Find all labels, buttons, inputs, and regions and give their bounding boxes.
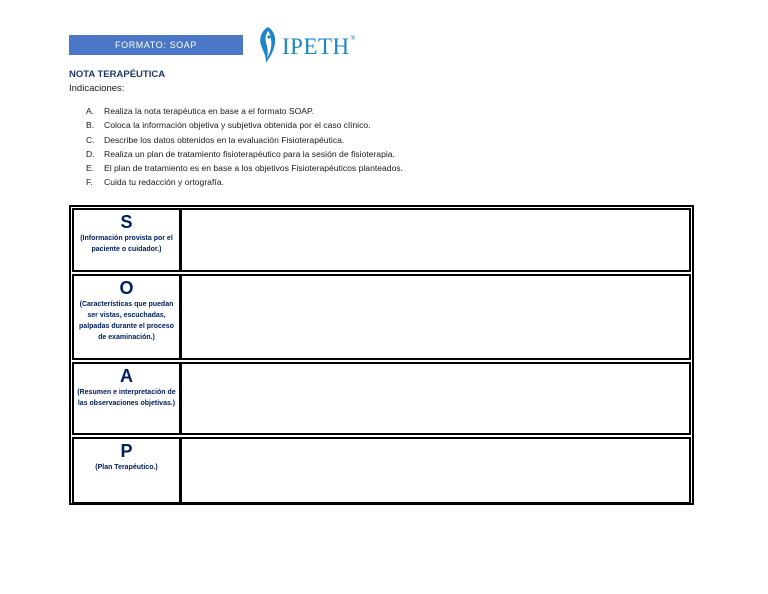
format-banner-text: FORMATO: SOAP <box>115 40 197 50</box>
soap-content-field-subjective[interactable] <box>182 210 689 270</box>
soap-content-field-plan[interactable] <box>182 439 689 502</box>
soap-label-cell <box>74 276 182 358</box>
logo-text: IPETH <box>282 34 350 59</box>
soap-row-subjective <box>72 208 691 272</box>
soap-label-cell <box>74 439 182 502</box>
instruction-item <box>86 118 403 132</box>
soap-row-assessment <box>72 362 691 435</box>
instruction-marker: E. <box>86 163 95 174</box>
instruction-item <box>86 161 403 175</box>
soap-letter: O <box>119 278 134 298</box>
format-banner <box>69 35 243 55</box>
soap-description: (Información provista por el paciente o cuidador.) <box>80 235 173 253</box>
instruction-text: Coloca la información objetiva y subjetiva obtenida por el caso clínico. <box>104 120 371 131</box>
instruction-item <box>86 133 403 147</box>
instruction-marker: A. <box>86 106 95 116</box>
soap-letter: A <box>120 366 133 386</box>
logo-emblem-icon <box>257 25 279 70</box>
soap-label-cell <box>74 210 182 270</box>
instruction-item <box>86 104 403 118</box>
soap-letter: P <box>120 441 133 461</box>
soap-row-plan <box>72 437 691 504</box>
instruction-text: Cuida tu redacción y ortografía. <box>104 177 224 188</box>
instructions-list <box>86 104 403 190</box>
instruction-text: Describe los datos obtenidos en la evaluación Fisioterapéutica. <box>104 134 345 145</box>
note-title: NOTA TERAPÉUTICA <box>69 69 166 80</box>
instruction-marker: C. <box>86 134 95 145</box>
instruction-marker: B. <box>86 120 95 131</box>
instruction-item <box>86 147 403 161</box>
instruction-text: Realiza un plan de tratamiento fisioterapéutico para la sesión de fisioterapia. <box>104 148 395 159</box>
soap-letter: S <box>120 212 133 232</box>
soap-content-field-objective[interactable] <box>182 276 689 358</box>
registered-mark: ® <box>350 36 356 42</box>
instruction-text: El plan de tratamiento es en base a los objetivos Fisioterapéuticos planteados. <box>104 163 404 174</box>
soap-table <box>69 205 694 505</box>
soap-description: (Características que puedan ser vistas, escuchadas, palpadas durante el proceso de examinación.) <box>79 301 174 341</box>
instruction-marker: D. <box>86 148 95 159</box>
instruction-text: Realiza la nota terapéutica en base a el formato SOAP. <box>104 106 315 116</box>
instruction-marker: F. <box>86 177 93 188</box>
indications-label: Indicaciones: <box>69 83 125 94</box>
ipeth-logo <box>257 26 355 68</box>
soap-content-field-assessment[interactable] <box>182 364 689 433</box>
soap-label-cell <box>74 364 182 433</box>
instruction-item <box>86 175 403 189</box>
soap-description: (Resumen e interpretación de las observaciones objetivas.) <box>77 389 176 407</box>
soap-row-objective <box>72 274 691 360</box>
soap-description: (Plan Terapéutico.) <box>95 464 158 471</box>
